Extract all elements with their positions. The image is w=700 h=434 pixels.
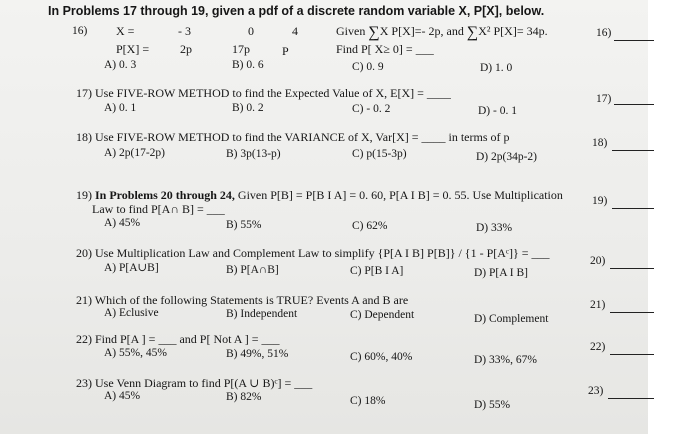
pdf-x-value: 4 [292,24,298,38]
given-statement [336,24,548,40]
option-d[interactable]: D) 33%, 67% [474,354,537,366]
answer-blank-23[interactable] [608,398,654,399]
problem-21-question: 21) Which of the following Statements is TRUE? Events A and B are [76,293,409,307]
option-c[interactable]: C) p(15-3p) [352,148,407,160]
problem-range-note: In Problems 20 through 24, [95,188,235,202]
answer-blank-16[interactable] [614,40,654,41]
option-c[interactable]: C) 62% [352,220,388,232]
option-c[interactable]: C) 18% [350,395,386,407]
find-statement: Find P[ X≥ 0] = ___ [336,42,434,56]
option-b[interactable]: B) Independent [226,308,298,320]
answer-blank-20[interactable] [610,268,654,269]
pdf-p-value: 2p [180,42,192,56]
answer-number-17: 17) [596,93,612,105]
answer-number-16: 16) [596,27,612,39]
problem-23-question: 23) Use Venn Diagram to find P[(A ∪ B)ᶜ] = ___ [76,376,313,390]
sigma-icon: ∑ [368,24,380,41]
given-sum-x2: X² P[X]= 34p. [478,24,548,38]
pdf-p-label: P[X] = [116,42,150,56]
answer-number-20: 20) [590,255,606,267]
option-c[interactable]: C) Dependent [350,309,415,321]
answer-blank-19[interactable] [612,208,654,209]
option-a[interactable]: A) 0. 1 [104,102,137,114]
option-d[interactable]: D) 2p(34p-2) [476,151,537,163]
answer-blank-17[interactable] [614,104,654,105]
pdf-p-value: 17p [232,42,250,56]
section-header: In Problems 17 through 19, given a pdf of a discrete random variable X, P[X], below. [48,4,545,18]
problem-22-question: 22) Find P[A ] = ___ and P[ Not A ] = ___ [76,332,280,346]
option-d[interactable]: D) 1. 0 [480,62,513,74]
option-a[interactable]: A) Eclusive [104,307,159,319]
given-sum-x: X P[X]=- 2p, and [379,24,464,38]
option-b[interactable]: B) 82% [226,391,262,403]
option-b[interactable]: B) P[A∩B] [226,264,279,276]
problem-19-question [76,188,563,202]
option-b[interactable]: B) 49%, 51% [226,348,289,360]
sigma-icon: ∑ [466,24,479,41]
answer-number-21: 21) [590,299,606,311]
answer-number-18: 18) [592,137,608,149]
pdf-p-value: P [282,44,289,58]
option-a[interactable]: A) 0. 3 [104,59,137,71]
given-prefix: Given [336,24,366,38]
problem-20-question: 20) Use Multiplication Law and Complement Law to simplify {P[A I B] P[B]} / {1 - P[Aᶜ]} = ___ [76,246,550,260]
option-d[interactable]: D) 33% [476,222,513,234]
option-b[interactable]: B) 3p(13-p) [226,148,281,160]
problem-16-number: 16) [72,25,88,37]
option-b[interactable]: B) 55% [226,219,262,231]
problem-18-question: 18) Use FIVE-ROW METHOD to find the VARIANCE of X, Var[X] = ____ in terms of p [76,130,510,144]
option-b[interactable]: B) 0. 2 [232,102,264,114]
pdf-x-value: 0 [248,24,254,38]
pdf-x-label: X = [116,24,135,38]
answer-number-23: 23) [588,385,604,397]
problem-19-prefix: 19) [76,188,92,202]
answer-blank-21[interactable] [610,312,654,313]
option-a[interactable]: A) 45% [104,217,141,229]
answer-number-22: 22) [590,341,606,353]
problem-19-given: Given P[B] = P[B I A] = 0. 60, P[A I B] = 0. 55. Use Multiplication [237,188,563,202]
option-c[interactable]: C) 0. 9 [352,61,384,73]
option-d[interactable]: D) Complement [474,313,549,325]
option-c[interactable]: C) - 0. 2 [352,103,391,115]
option-d[interactable]: D) 55% [474,399,511,411]
option-a[interactable]: A) 45% [104,390,141,402]
option-c[interactable]: C) 60%, 40% [350,351,413,363]
problem-17-question: 17) Use FIVE-ROW METHOD to find the Expected Value of X, E[X] = ____ [76,86,451,100]
page-margin [648,0,700,434]
answer-blank-22[interactable] [610,354,654,355]
problem-19-line2: Law to find P[A∩ B] = ___ [92,202,225,216]
option-d[interactable]: D) - 0. 1 [478,105,517,117]
option-c[interactable]: C) P[B I A] [350,265,404,277]
option-d[interactable]: D) P[A I B] [474,267,528,279]
answer-number-19: 19) [592,195,608,207]
pdf-x-value: - 3 [178,24,191,38]
option-a[interactable]: A) 2p(17-2p) [104,147,165,159]
answer-blank-18[interactable] [612,150,654,151]
option-a[interactable]: A) P[A∪B] [104,262,159,274]
option-b[interactable]: B) 0. 6 [232,59,264,71]
option-a[interactable]: A) 55%, 45% [104,347,167,359]
